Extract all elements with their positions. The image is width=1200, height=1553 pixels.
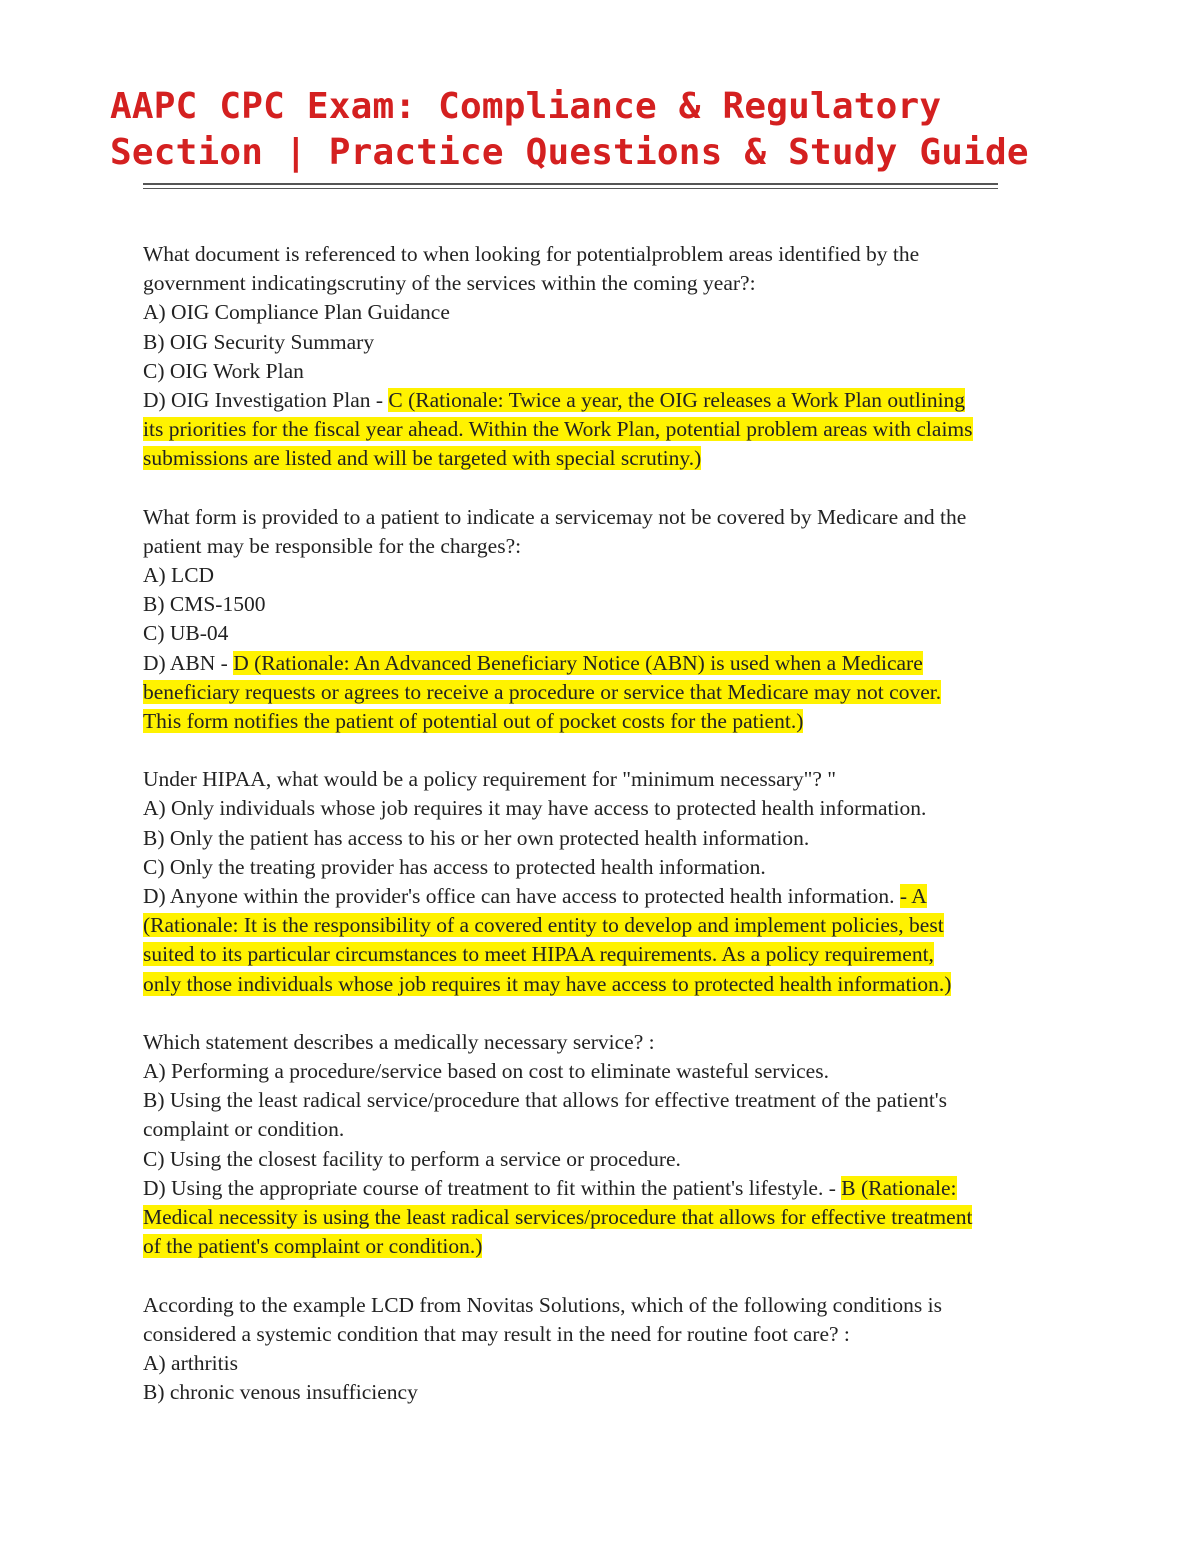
line-text: C) UB-04 bbox=[143, 621, 229, 646]
question-line bbox=[143, 853, 1058, 882]
question-line bbox=[143, 1291, 1058, 1320]
question-line bbox=[143, 824, 1058, 853]
line-text: A) Performing a procedure/service based on cost to eliminate wasteful services. bbox=[143, 1059, 829, 1084]
question-block bbox=[143, 503, 1058, 737]
question-line bbox=[143, 240, 1058, 269]
question-line bbox=[143, 1057, 1058, 1086]
line-text: D) OIG Investigation Plan - bbox=[143, 388, 389, 413]
line-text: patient may be responsible for the charges?: bbox=[143, 533, 522, 558]
question-line bbox=[143, 940, 1058, 969]
question-line bbox=[143, 386, 1058, 415]
line-text: What form is provided to a patient to indicate a servicemay not be covered by Medicare and the bbox=[143, 504, 967, 529]
title-divider bbox=[143, 183, 998, 185]
answer-highlight: suited to its particular circumstances to meet HIPAA requirements. As a policy requirement, bbox=[143, 942, 934, 967]
question-block bbox=[143, 1291, 1058, 1408]
question-line bbox=[143, 794, 1058, 823]
line-text: Which statement describes a medically necessary service? : bbox=[143, 1029, 655, 1054]
question-line bbox=[143, 911, 1058, 940]
line-text: D) Anyone within the provider's office can have access to protected health information. bbox=[143, 884, 900, 909]
answer-highlight: (Rationale: It is the responsibility of a covered entity to develop and implement policies, best bbox=[143, 913, 944, 938]
line-text: A) OIG Compliance Plan Guidance bbox=[143, 300, 450, 325]
answer-highlight: its priorities for the fiscal year ahead. Within the Work Plan, potential problem areas with claims bbox=[143, 417, 973, 442]
line-text: government indicatingscrutiny of the services within the coming year?: bbox=[143, 271, 756, 296]
question-line bbox=[143, 619, 1058, 648]
question-line bbox=[143, 328, 1058, 357]
question-line bbox=[143, 503, 1058, 532]
answer-highlight: of the patient's complaint or condition.) bbox=[143, 1234, 483, 1259]
question-line bbox=[143, 882, 1058, 911]
question-line bbox=[143, 1028, 1058, 1057]
line-text: B) chronic venous insufficiency bbox=[143, 1380, 418, 1405]
question-line bbox=[143, 649, 1058, 678]
question-line bbox=[143, 1320, 1058, 1349]
answer-highlight: C (Rationale: Twice a year, the OIG releases a Work Plan outlining bbox=[388, 388, 966, 413]
answer-highlight: beneficiary requests or agrees to receive a procedure or service that Medicare may not cover. bbox=[143, 679, 942, 704]
line-text: C) OIG Work Plan bbox=[143, 358, 304, 383]
line-text: B) Only the patient has access to his or her own protected health information. bbox=[143, 825, 810, 850]
answer-highlight: B (Rationale: bbox=[841, 1175, 957, 1200]
line-text: considered a systemic condition that may result in the need for routine foot care? : bbox=[143, 1321, 850, 1346]
question-block bbox=[143, 240, 1058, 474]
question-line bbox=[143, 1115, 1058, 1144]
question-line bbox=[143, 1378, 1058, 1407]
line-text: A) LCD bbox=[143, 563, 215, 588]
line-text: B) OIG Security Summary bbox=[143, 329, 375, 354]
answer-highlight: - A bbox=[899, 884, 927, 909]
question-line bbox=[143, 298, 1058, 327]
title-divider-secondary bbox=[143, 188, 998, 189]
answer-highlight: Medical necessity is using the least radical services/procedure that allows for effective treatment bbox=[143, 1205, 973, 1230]
line-text: A) Only individuals whose job requires it may have access to protected health information. bbox=[143, 796, 927, 821]
line-text: Under HIPAA, what would be a policy requirement for "minimum necessary"? " bbox=[143, 767, 837, 792]
document-title bbox=[110, 84, 1110, 176]
answer-highlight: only those individuals whose job requires it may have access to protected health information.) bbox=[143, 971, 952, 996]
line-text: C) Using the closest facility to perform a service or procedure. bbox=[143, 1146, 681, 1171]
question-line bbox=[143, 1174, 1058, 1203]
question-line bbox=[143, 1203, 1058, 1232]
line-text: B) CMS-1500 bbox=[143, 592, 266, 617]
line-text: C) Only the treating provider has access to protected health information. bbox=[143, 854, 766, 879]
question-line bbox=[143, 1145, 1058, 1174]
answer-highlight: This form notifies the patient of potential out of pocket costs for the patient.) bbox=[143, 709, 804, 734]
question-line bbox=[143, 269, 1058, 298]
title-line-2: Section | Practice Questions & Study Guide bbox=[110, 132, 1029, 173]
question-line bbox=[143, 765, 1058, 794]
question-block bbox=[143, 765, 1058, 999]
question-line bbox=[143, 707, 1058, 736]
line-text: complaint or condition. bbox=[143, 1117, 345, 1142]
question-line bbox=[143, 415, 1058, 444]
question-line bbox=[143, 357, 1058, 386]
question-line bbox=[143, 590, 1058, 619]
question-line bbox=[143, 1349, 1058, 1378]
question-line bbox=[143, 561, 1058, 590]
line-text: A) arthritis bbox=[143, 1350, 238, 1375]
line-text: D) ABN - bbox=[143, 650, 234, 675]
question-line bbox=[143, 532, 1058, 561]
questions-list bbox=[143, 240, 1058, 1436]
question-line bbox=[143, 1232, 1058, 1261]
question-line bbox=[143, 678, 1058, 707]
answer-highlight: D (Rationale: An Advanced Beneficiary Notice (ABN) is used when a Medicare bbox=[233, 650, 923, 675]
question-block bbox=[143, 1028, 1058, 1262]
line-text: According to the example LCD from Novitas Solutions, which of the following conditions is bbox=[143, 1292, 942, 1317]
line-text: D) Using the appropriate course of treatment to fit within the patient's lifestyle. - bbox=[143, 1175, 842, 1200]
line-text: What document is referenced to when looking for potentialproblem areas identified by the bbox=[143, 242, 920, 266]
title-line-1: AAPC CPC Exam: Compliance & Regulatory bbox=[110, 86, 942, 127]
question-line bbox=[143, 970, 1058, 999]
question-line bbox=[143, 1086, 1058, 1115]
answer-highlight: submissions are listed and will be targeted with special scrutiny.) bbox=[143, 446, 702, 471]
line-text: B) Using the least radical service/procedure that allows for effective treatment of the patient's bbox=[143, 1088, 948, 1113]
question-line bbox=[143, 444, 1058, 473]
